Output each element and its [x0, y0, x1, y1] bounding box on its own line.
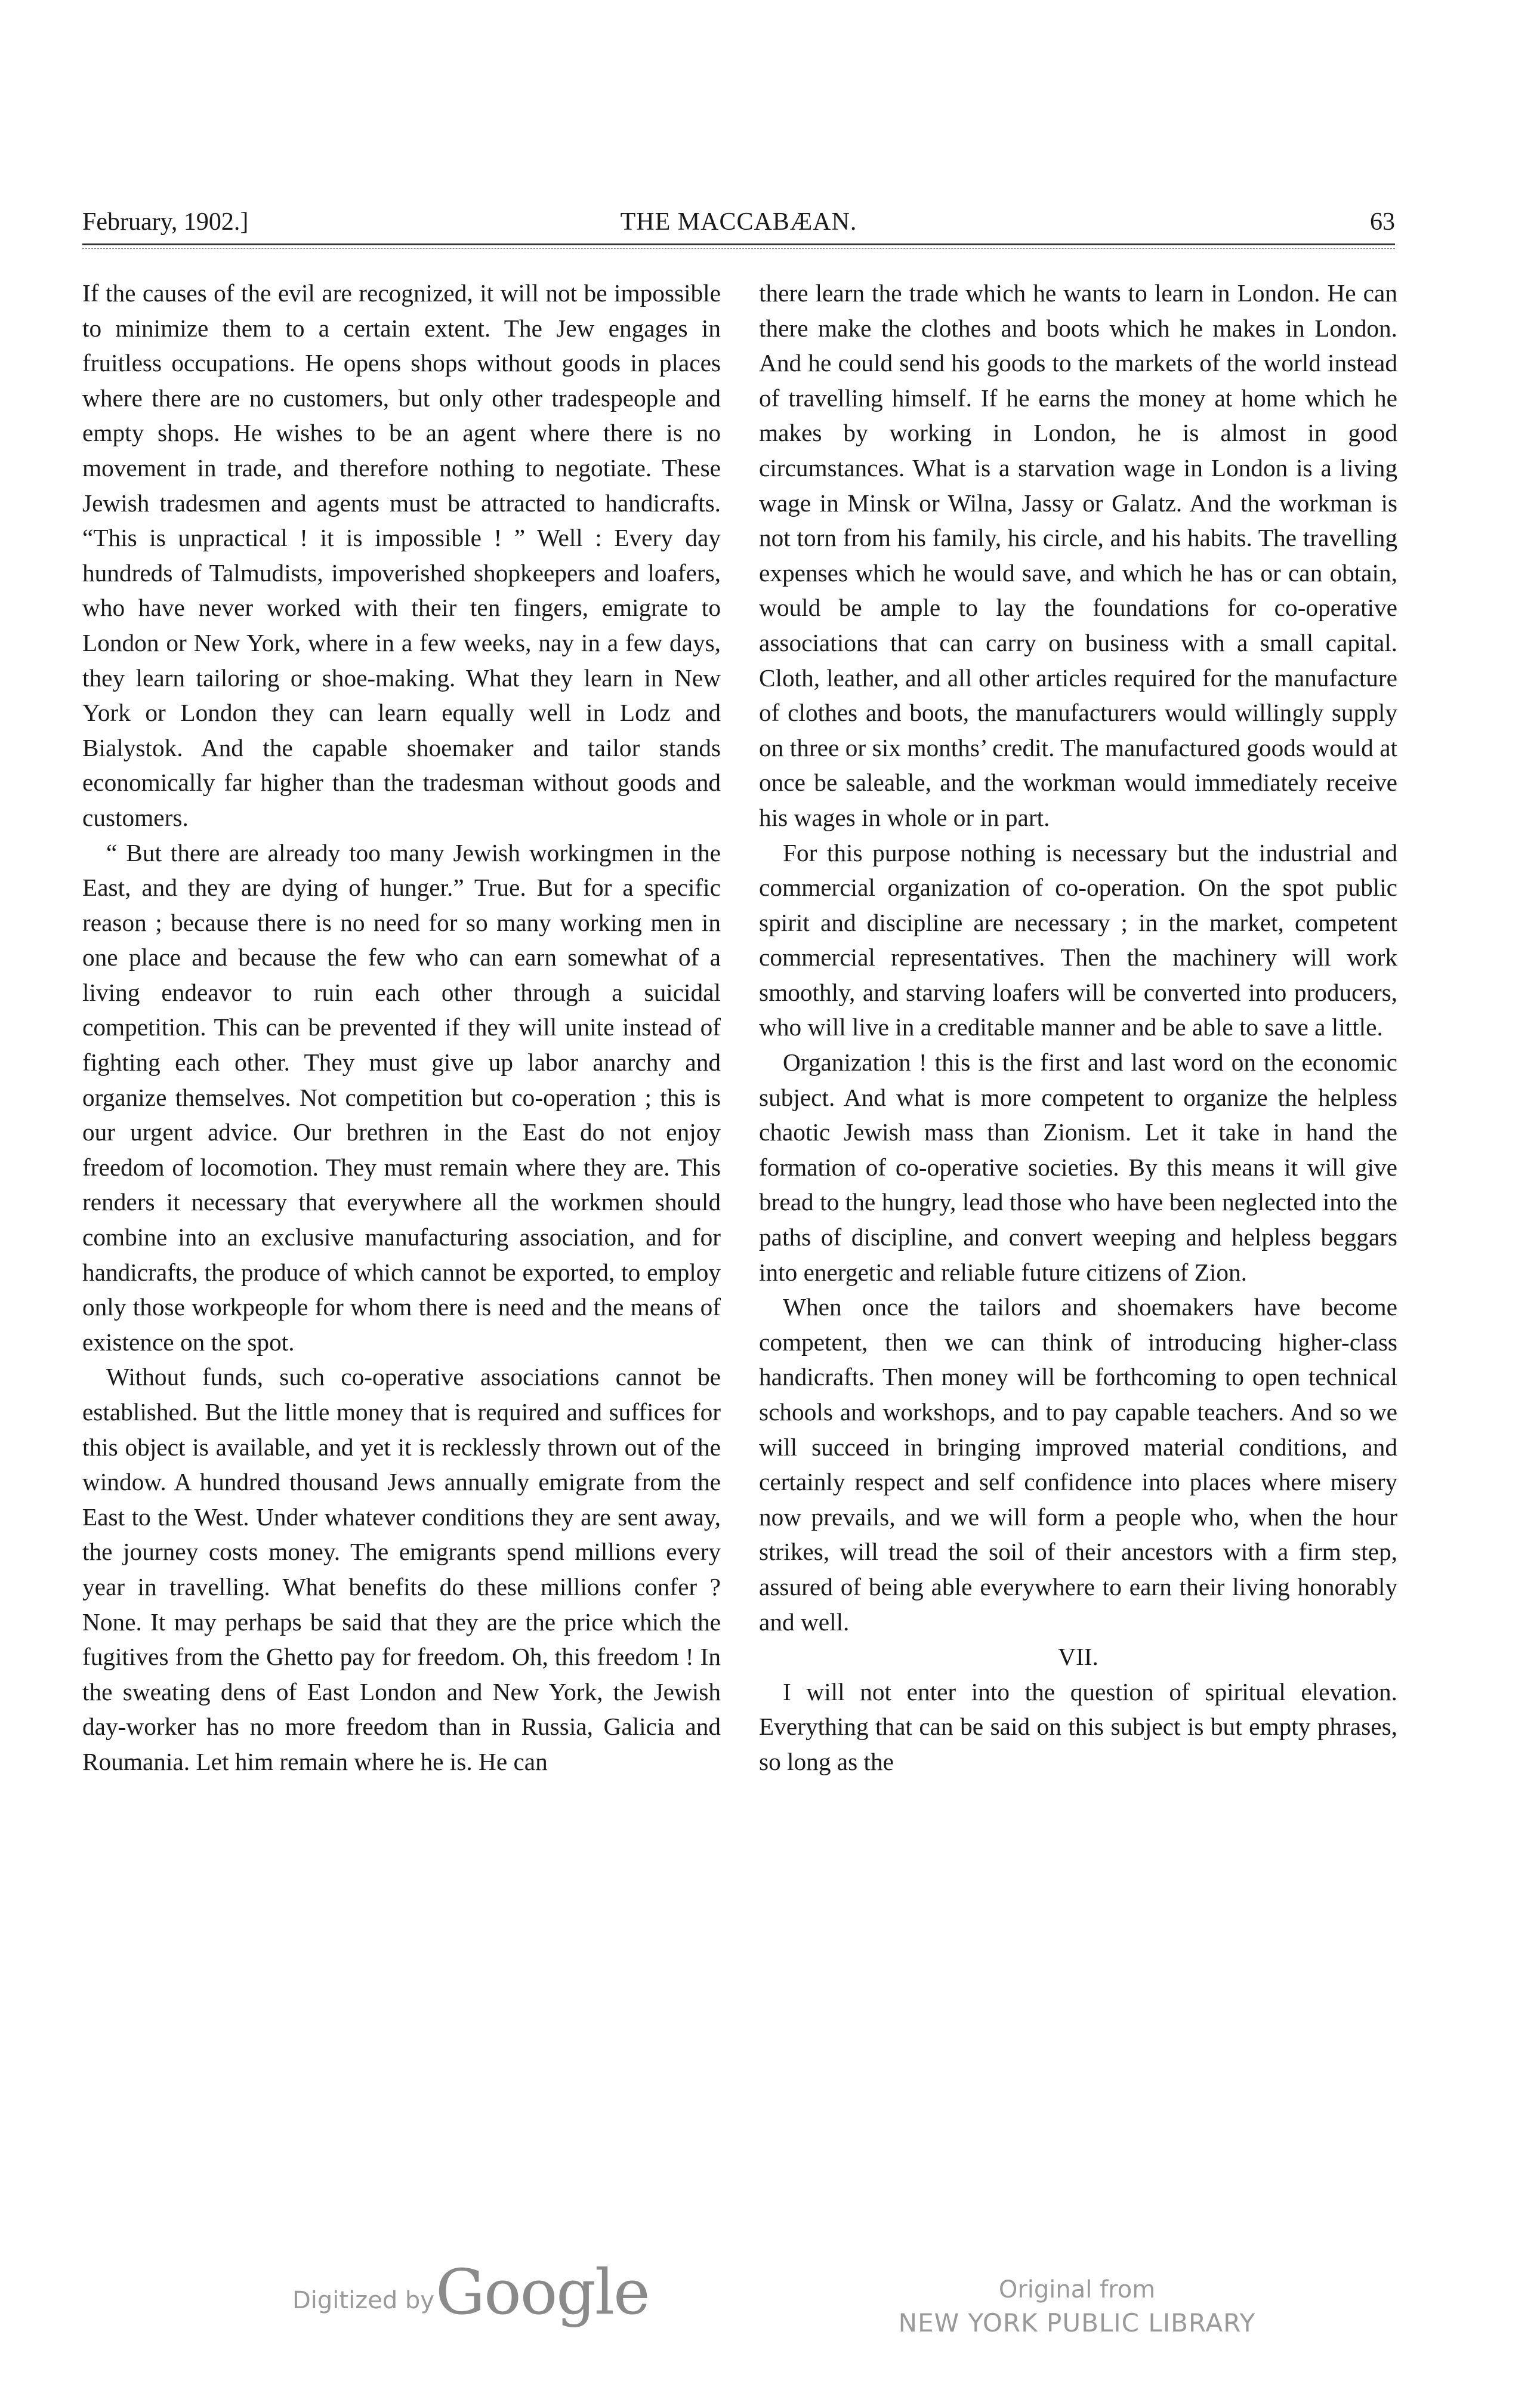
header-rule [82, 243, 1395, 245]
paragraph: there learn the trade which he wants to learn in London. He can there make the clothes and boots which he makes in London. And he could send his goods to the markets of the world instead of travelling himself. If he earns the money at home which he makes by working in London, he is almost in good circumstances. What is a starvation wage in London is a living wage in Minsk or Wilna, Jassy or Galatz. And the workman is not torn from his family, his circle, and his habits. The travelling expenses which he would save, and which he has or can obtain, would be ample to lay the foundations for co-operative associations that can carry on business with a small capital. Cloth, leather, and all other articles required for the manufacture of clothes and boots, the manufacturers would willingly supply on three or six months’ credit. The manufactured goods would at once be saleable, and the workman would immediately receive his wages in whole or in part. [759, 279, 1397, 831]
paragraph: When once the tailors and shoemakers have become competent, then we can think of introducing higher-class handicrafts. Then money will be forthcoming to open technical schools and workshops, and to pay capable teachers. And so we will succeed in bringing improved material conditions, and certainly respect and self confidence into places where misery now prevails, and we will form a people who, when the hour strikes, will tread the soil of their ancestors with a firm step, assured of being able everywhere to earn their living honorably and well. [759, 1293, 1397, 1636]
paragraph: Organization ! this is the first and last word on the economic subject. And what is more competent to organize the helpless chaotic Jewish mass than Zionism. Let it take in hand the formation of co-operative societies. By this means it will give bread to the hungry, lead those who have been neglected into the paths of discipline, and convert weeping and helpless beggars into energetic and reliable future citizens of Zion. [759, 1048, 1397, 1286]
digitized-by-label: Digitized by [292, 2287, 434, 2314]
right-column [759, 276, 1397, 1780]
source-attribution [883, 2274, 1271, 2340]
google-logo: Google [436, 2256, 649, 2329]
header-rule-secondary [82, 248, 1395, 249]
running-header [82, 204, 1395, 240]
paragraph: Without funds, such co-operative associations cannot be established. But the little money that is required and suffices for this object is available, and yet it is recklessly thrown out of the window. A hundred thousand Jews annually emigrate from the East to the West. Under whatever conditions they are sent away, the journey costs money. The emigrants spend millions every year in travelling. What benefits do these millions confer ? None. It may perhaps be said that they are the price which the fugitives from the Ghetto pay for freedom. Oh, this freedom ! In the sweating dens of East London and New York, the Jewish day-worker has no more freedom than in Russia, Galicia and Roumania. Let him remain where he is. He can [82, 1363, 721, 1775]
original-from-label: Original from [998, 2276, 1156, 2303]
digitized-by-google-watermark [292, 2256, 650, 2327]
library-name: NEW YORK PUBLIC LIBRARY [898, 2308, 1256, 2337]
paragraph: For this purpose nothing is necessary but the industrial and commercial organization of co-operation. On the spot public spirit and discipline are necessary ; in the market, competent commercial representatives. Then the machinery will work smoothly, and starving loafers will be converted into producers, who will live in a creditable manner and be able to save a little. [759, 838, 1397, 1041]
journal-title: THE MACCABÆAN. [620, 208, 857, 236]
page-number: 63 [1370, 208, 1395, 236]
left-column [82, 276, 721, 1780]
paragraph: I will not enter into the question of spiritual elevation. Everything that can be said on this subject is but empty phrases, so long as the [759, 1677, 1397, 1775]
header-date: February, 1902.] [82, 208, 249, 236]
section-heading: VII. [1058, 1643, 1098, 1671]
paragraph: “ But there are already too many Jewish workingmen in the East, and they are dying of hunger.” True. But for a specific reason ; because there is no need for so many working men in one place and because the few who can earn somewhat of a living endeavor to ruin each other through a suicidal competition. This can be prevented if they will unite instead of fighting each other. They must give up labor anarchy and organize themselves. Not competition but co-operation ; this is our urgent advice. Our brethren in the East do not enjoy freedom of locomotion. They must remain where they are. This renders it necessary that everywhere all the workmen should combine into an exclusive manufacturing association, and for handicrafts, the produce of which cannot be exported, to employ only those workpeople for whom there is need and the means of existence on the spot. [82, 838, 721, 1356]
paragraph: If the causes of the evil are recognized, it will not be impossible to minimize them to a certain extent. The Jew engages in fruitless occupations. He opens shops without goods in places where there are no customers, but only other tradespeople and empty shops. He wishes to be an agent where there is no movement in trade, and therefore nothing to negotiate. These Jewish tradesmen and agents must be attracted to handicrafts. “This is unpractical ! it is impossible ! ” Well : Every day hundreds of Talmudists, impoverished shopkeepers and loafers, who have never worked with their ten fingers, emigrate to London or New York, where in a few weeks, nay in a few days, they learn tailoring or shoe-making. What they learn in New York or London they can learn equally well in Lodz and Bialystok. And the capable shoemaker and tailor stands economically far higher than the tradesman without goods and customers. [82, 279, 721, 831]
